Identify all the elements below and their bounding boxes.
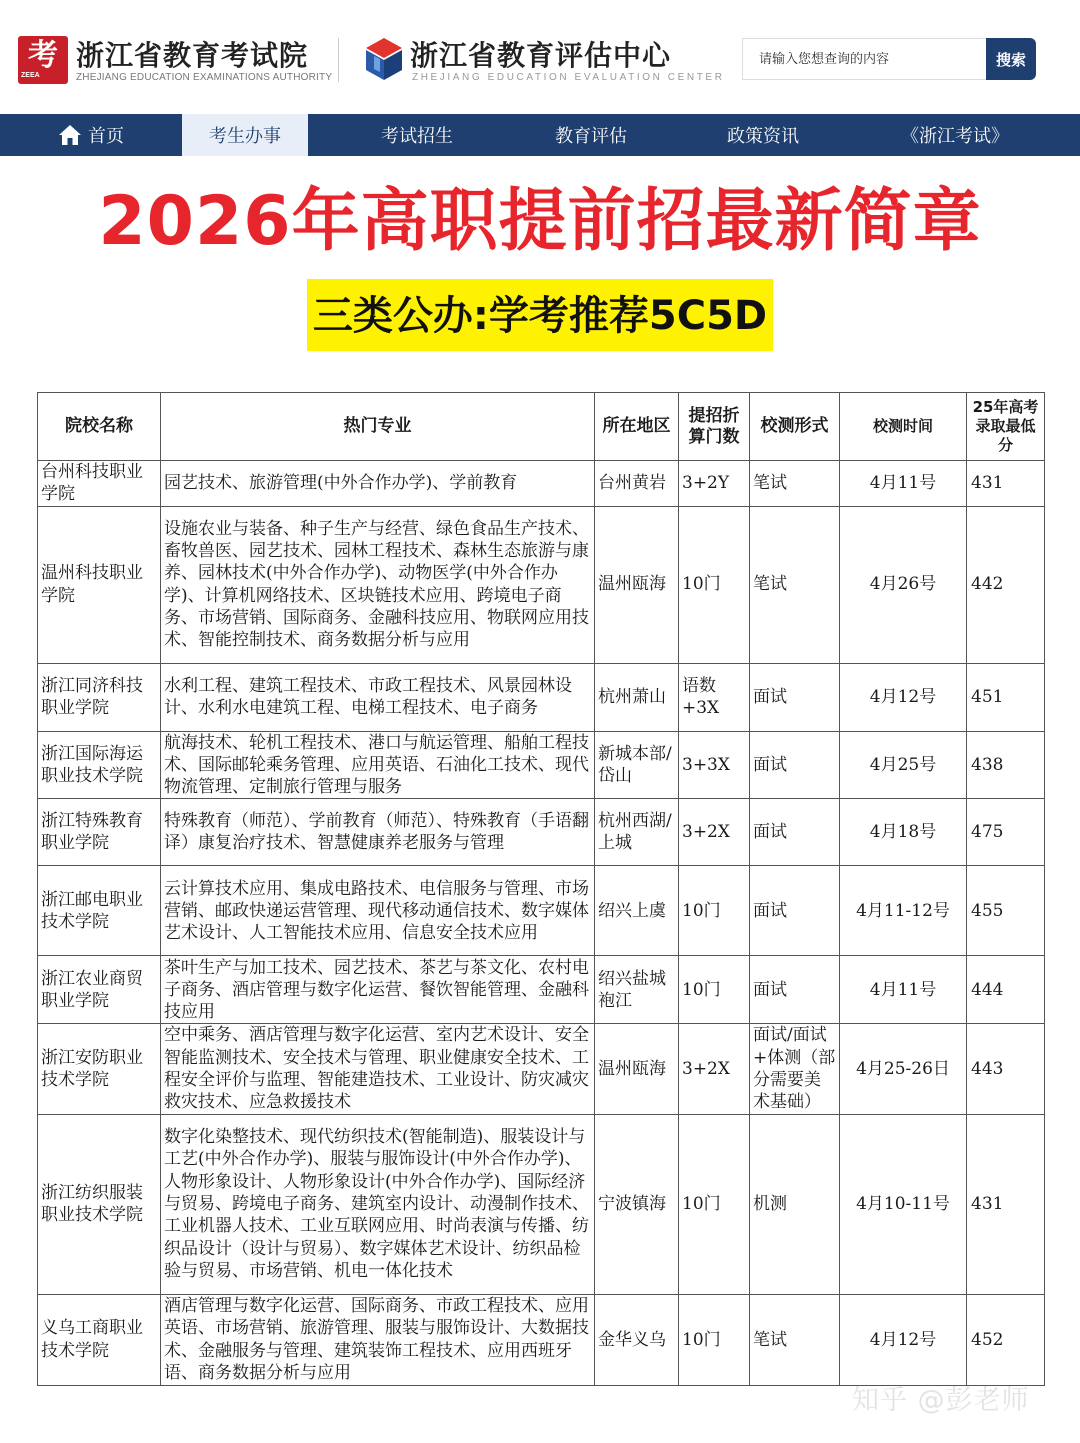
cell-school: 温州科技职业学院 xyxy=(38,506,161,663)
evaluation-center-logo[interactable] xyxy=(364,36,404,82)
cell-score: 444 xyxy=(967,956,1045,1024)
home-icon xyxy=(58,124,82,146)
cell-subjects: 10门 xyxy=(679,1294,750,1385)
sub-title: 三类公办:学考推荐5C5D xyxy=(307,279,773,351)
site-header xyxy=(0,0,1080,114)
cell-majors: 酒店管理与数字化运营、国际商务、市政工程技术、应用英语、市场营销、旅游管理、服装与服饰设计、大数据技术、金融服务与管理、建筑装饰工程技术、应用西班牙语、商务数据分析与应用 xyxy=(161,1294,595,1385)
cell-majors: 航海技术、轮机工程技术、港口与航运管理、船舶工程技术、国际邮轮乘务管理、应用英语、石油化工技术、现代物流管理、定制旅行管理与服务 xyxy=(161,731,595,799)
cell-score: 442 xyxy=(967,506,1045,663)
nav-item-candidate-services[interactable]: 考生办事 xyxy=(182,114,308,156)
nav-item-home-label: 首页 xyxy=(88,126,124,147)
cell-school: 浙江安防职业技术学院 xyxy=(38,1024,161,1114)
cell-majors: 茶叶生产与加工技术、园艺技术、茶艺与茶文化、农村电子商务、酒店管理与数字化运营、餐饮智能管理、金融科技应用 xyxy=(161,956,595,1024)
main-title: 2026年高职提前招最新简章 xyxy=(98,182,982,261)
cell-location: 台州黄岩 xyxy=(595,461,679,507)
org1-name[interactable]: 浙江省教育考试院 xyxy=(76,39,309,72)
cell-location: 杭州西湖/上城 xyxy=(595,799,679,866)
cell-form: 面试 xyxy=(750,731,840,799)
cell-score: 431 xyxy=(967,1114,1045,1294)
org1-name-en: ZHEJIANG EDUCATION EXAMINATIONS AUTHORITY xyxy=(76,72,333,83)
cell-school: 浙江纺织服装职业技术学院 xyxy=(38,1114,161,1294)
zhihu-watermark: 知乎 @彭老师 xyxy=(852,1385,1030,1416)
cell-school: 台州科技职业学院 xyxy=(38,461,161,507)
cell-location: 杭州萧山 xyxy=(595,663,679,731)
cell-form: 笔试 xyxy=(750,506,840,663)
zeea-logo-mini: ZEEA xyxy=(21,72,40,79)
table-row xyxy=(38,799,1045,866)
search-button[interactable]: 搜索 xyxy=(986,38,1036,80)
header-subjects: 提招折算门数 xyxy=(679,393,750,461)
table-row xyxy=(38,506,1045,663)
cell-school: 浙江农业商贸职业学院 xyxy=(38,956,161,1024)
admission-table xyxy=(37,392,1045,1386)
table-row xyxy=(38,1114,1045,1294)
cell-subjects: 3+2X xyxy=(679,1024,750,1114)
table-row xyxy=(38,1294,1045,1385)
table-row xyxy=(38,731,1045,799)
table-row xyxy=(38,866,1045,956)
table-row xyxy=(38,461,1045,507)
cell-majors: 数字化染整技术、现代纺织技术(智能制造)、服装设计与工艺(中外合作办学)、服装与服饰设计(中外合作办学)、人物形象设计、人物形象设计(中外合作办学)、国际经济与贸易、跨境电子商务、建筑室内设计、动漫制作技术、工业机器人技术、工业互联网应用、时尚表演与传播、纺织品设计（设计与贸易）、数字媒体艺术设计、纺织品检验与贸易、市场营销、机电一体化技术 xyxy=(161,1114,595,1294)
cell-date: 4月26号 xyxy=(840,506,967,663)
cell-form: 面试 xyxy=(750,799,840,866)
header-score: 25年高考录取最低分 xyxy=(967,393,1045,461)
table-row xyxy=(38,663,1045,731)
cell-form: 笔试 xyxy=(750,461,840,507)
cell-location: 绍兴盐城袍江 xyxy=(595,956,679,1024)
cell-score: 438 xyxy=(967,731,1045,799)
cell-subjects: 10门 xyxy=(679,866,750,956)
header-divider xyxy=(338,38,339,82)
zeea-logo[interactable] xyxy=(18,36,68,84)
org2-name-en: ZHEJIANG EDUCATION EVALUATION CENTER xyxy=(412,72,725,83)
header-school: 院校名称 xyxy=(38,393,161,461)
search-box xyxy=(742,38,988,80)
header-date: 校测时间 xyxy=(840,393,967,461)
main-nav xyxy=(0,114,1080,156)
cell-form: 笔试 xyxy=(750,1294,840,1385)
cell-date: 4月11号 xyxy=(840,461,967,507)
sub-title-wrap xyxy=(0,279,1080,351)
cell-majors: 特殊教育（师范）、学前教育（师范）、特殊教育（手语翻译）康复治疗技术、智慧健康养老服务与管理 xyxy=(161,799,595,866)
cell-school: 浙江特殊教育职业学院 xyxy=(38,799,161,866)
cell-majors: 空中乘务、酒店管理与数字化运营、室内艺术设计、安全智能监测技术、安全技术与管理、职业健康安全技术、工程安全评价与监理、智能建造技术、工业设计、防灾减灾救灾技术、应急救援技术 xyxy=(161,1024,595,1114)
cell-date: 4月12号 xyxy=(840,663,967,731)
nav-item-home[interactable] xyxy=(0,114,182,156)
header-location: 所在地区 xyxy=(595,393,679,461)
cell-date: 4月11-12号 xyxy=(840,866,967,956)
cell-school: 浙江国际海运职业技术学院 xyxy=(38,731,161,799)
search-input[interactable] xyxy=(743,39,988,79)
cell-majors: 设施农业与装备、种子生产与经营、绿色食品生产技术、畜牧兽医、园艺技术、园林工程技术、森林生态旅游与康养、园林技术(中外合作办学)、动物医学(中外合作办学)、计算机网络技术、区块链技术应用、跨境电子商务、市场营销、国际商务、金融科技应用、物联网应用技术、智能控制技术、商务数据分析与应用 xyxy=(161,506,595,663)
cell-location: 宁波镇海 xyxy=(595,1114,679,1294)
cell-school: 义乌工商职业技术学院 xyxy=(38,1294,161,1385)
cell-date: 4月12号 xyxy=(840,1294,967,1385)
cell-date: 4月11号 xyxy=(840,956,967,1024)
cell-subjects: 语数+3X xyxy=(679,663,750,731)
nav-item-zhejiang-exam[interactable]: 《浙江考试》 xyxy=(901,126,1009,147)
cell-school: 浙江同济科技职业学院 xyxy=(38,663,161,731)
cell-location: 新城本部/岱山 xyxy=(595,731,679,799)
cell-form: 机测 xyxy=(750,1114,840,1294)
cell-location: 温州瓯海 xyxy=(595,1024,679,1114)
cell-subjects: 10门 xyxy=(679,506,750,663)
cell-location: 金华义乌 xyxy=(595,1294,679,1385)
cell-subjects: 10门 xyxy=(679,956,750,1024)
cell-date: 4月18号 xyxy=(840,799,967,866)
cell-subjects: 3+3X xyxy=(679,731,750,799)
nav-item-education-evaluation[interactable]: 教育评估 xyxy=(555,126,627,147)
cell-location: 绍兴上虞 xyxy=(595,866,679,956)
cell-date: 4月25号 xyxy=(840,731,967,799)
cell-majors: 云计算技术应用、集成电路技术、电信服务与管理、市场营销、邮政快递运营管理、现代移动通信技术、数字媒体艺术设计、人工智能技术应用、信息安全技术应用 xyxy=(161,866,595,956)
nav-item-exam-admission[interactable]: 考试招生 xyxy=(381,126,453,147)
cell-date: 4月10-11号 xyxy=(840,1114,967,1294)
table-row xyxy=(38,1024,1045,1114)
cell-score: 431 xyxy=(967,461,1045,507)
header-form: 校测形式 xyxy=(750,393,840,461)
cell-school: 浙江邮电职业技术学院 xyxy=(38,866,161,956)
header-majors: 热门专业 xyxy=(161,393,595,461)
cell-location: 温州瓯海 xyxy=(595,506,679,663)
cell-score: 455 xyxy=(967,866,1045,956)
cell-score: 443 xyxy=(967,1024,1045,1114)
nav-item-policy-news[interactable]: 政策资讯 xyxy=(727,126,799,147)
cell-form: 面试 xyxy=(750,866,840,956)
cell-date: 4月25-26日 xyxy=(840,1024,967,1114)
cell-subjects: 3+2Y xyxy=(679,461,750,507)
cell-subjects: 3+2X xyxy=(679,799,750,866)
cell-majors: 水利工程、建筑工程技术、市政工程技术、风景园林设计、水利水电建筑工程、电梯工程技术、电子商务 xyxy=(161,663,595,731)
table-row xyxy=(38,956,1045,1024)
cell-subjects: 10门 xyxy=(679,1114,750,1294)
cell-majors: 园艺技术、旅游管理(中外合作办学)、学前教育 xyxy=(161,461,595,507)
cell-score: 451 xyxy=(967,663,1045,731)
cell-form: 面试 xyxy=(750,663,840,731)
org2-name[interactable]: 浙江省教育评估中心 xyxy=(410,39,672,72)
cell-score: 475 xyxy=(967,799,1045,866)
cell-score: 452 xyxy=(967,1294,1045,1385)
cell-form: 面试/面试+体测（部分需要美术基础） xyxy=(750,1024,840,1114)
table-header-row xyxy=(38,393,1045,461)
cell-form: 面试 xyxy=(750,956,840,1024)
zeea-logo-glyph: 考 xyxy=(28,38,58,73)
